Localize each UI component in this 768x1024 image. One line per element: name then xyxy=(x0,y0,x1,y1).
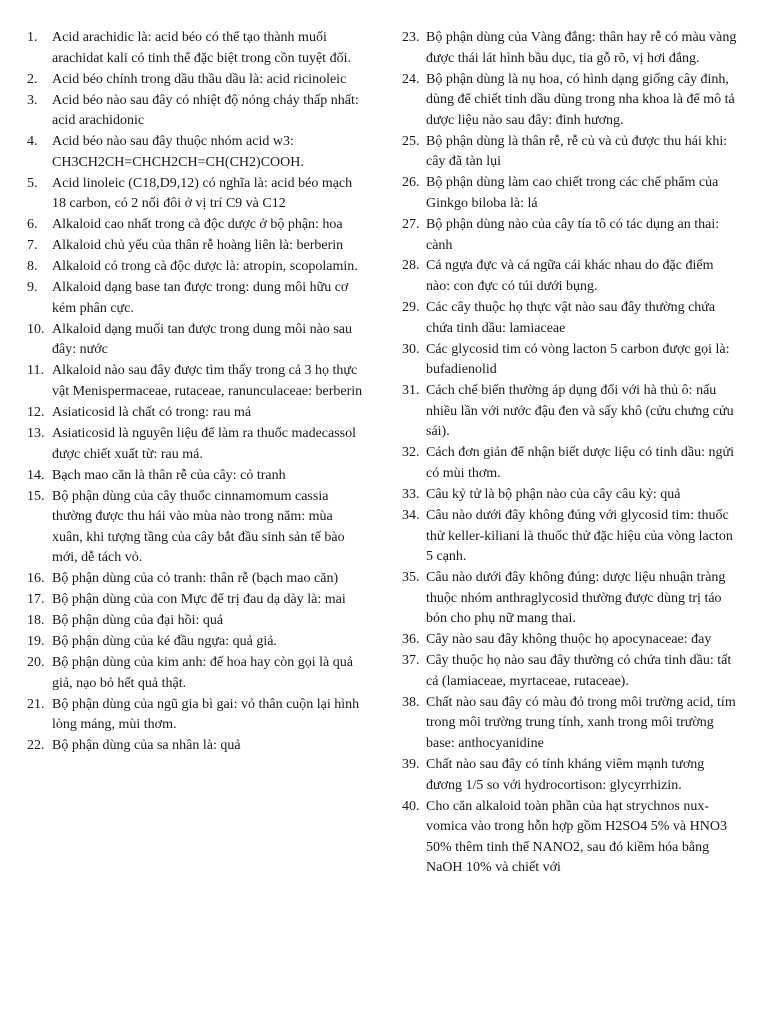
item-text: Bộ phận dùng của con Mực để trị đau dạ dày là: mai xyxy=(52,592,346,608)
item-number: 29. xyxy=(402,300,420,316)
item-number: 27. xyxy=(402,216,420,232)
list-item xyxy=(27,487,365,569)
item-number: 3. xyxy=(27,92,38,108)
item-text: Asiaticosid là nguyên liệu để làm ra thuốc madecassol được chiết xuất từ: rau má. xyxy=(52,425,357,462)
list-item xyxy=(27,215,365,236)
item-text: Bộ phận dùng là nụ hoa, có hình dạng giống cây đinh, dùng để chiết tinh dầu dùng trong nha khoa là để mô tả dược liệu nào sau đây: đinh hương. xyxy=(426,71,735,128)
list-item xyxy=(27,132,365,173)
item-number: 32. xyxy=(402,445,420,461)
item-text: Cá ngựa đực và cá ngữa cái khác nhau do đặc điểm nào: con đực có túi dưới bụng. xyxy=(426,258,714,295)
list-item xyxy=(27,569,365,590)
item-text: Bộ phận dùng của kim anh: đế hoa hay còn gọi là quả giả, nạo bỏ hết quả thật. xyxy=(52,655,353,691)
item-text: Acid linoleic (C18,D9,12) có nghĩa là: acid béo mạch 18 carbon, có 2 nối đôi ở vị trí C9 và C12 xyxy=(52,175,353,212)
list-item xyxy=(402,568,740,630)
list-item xyxy=(27,424,365,465)
item-number: 11. xyxy=(27,363,44,379)
left-column xyxy=(27,28,365,757)
item-number: 18. xyxy=(27,613,45,629)
item-number: 12. xyxy=(27,404,45,420)
item-text: Bộ phận dùng nào của cây tía tô có tác dụng an thai: cành xyxy=(426,216,720,253)
item-text: Bạch mao căn là thân rễ của cây: cỏ tranh xyxy=(52,467,286,483)
item-number: 15. xyxy=(27,488,45,504)
list-item xyxy=(402,28,740,69)
item-text: Chất nào sau đây có màu đỏ trong môi trường acid, tím trong môi trường trung tính, xanh trong môi trường base: anthocyanidine xyxy=(426,694,736,752)
list-item xyxy=(402,256,740,297)
item-number: 39. xyxy=(402,757,420,773)
item-number: 16. xyxy=(27,571,45,587)
item-text: Cây nào sau đây không thuộc họ apocynaceae: đay xyxy=(426,632,712,648)
item-text: Chất nào sau đây có tính kháng viêm mạnh tương đương 1/5 so với hydrocortison: glycyrrhizin. xyxy=(426,757,705,793)
list-item xyxy=(27,590,365,611)
list-item xyxy=(27,174,365,215)
item-text: Câu nào dưới đây không đúng: dược liệu nhuận tràng thuộc nhóm anthraglycosid thường được dùng trị táo bón cho phụ nữ mang thai. xyxy=(426,570,726,627)
list-item xyxy=(27,632,365,653)
item-number: 24. xyxy=(402,71,420,87)
numbered-list-left xyxy=(27,28,365,757)
list-item xyxy=(402,630,740,651)
item-text: Alkaloid chủ yếu của thân rễ hoàng liên là: berberin xyxy=(52,238,344,254)
item-number: 35. xyxy=(402,570,420,586)
item-number: 17. xyxy=(27,592,45,608)
list-item xyxy=(402,693,740,755)
list-item xyxy=(27,466,365,487)
item-text: Bộ phận dùng của ké đầu ngựa: quả giả. xyxy=(52,634,277,650)
item-text: Bộ phận dùng của ngũ gia bì gai: vỏ thân cuộn lại hình lòng máng, mùi thơm. xyxy=(52,696,360,733)
item-number: 28. xyxy=(402,258,420,274)
item-number: 36. xyxy=(402,632,420,648)
list-item xyxy=(27,70,365,91)
list-item xyxy=(27,28,365,69)
list-item xyxy=(27,695,365,736)
list-item xyxy=(27,403,365,424)
item-number: 33. xyxy=(402,486,420,502)
list-item xyxy=(402,340,740,381)
item-text: Bộ phận dùng là thân rễ, rễ củ và củ được thu hái khi: cây đã tàn lụi xyxy=(426,133,728,170)
item-text: Các cây thuộc họ thực vật nào sau đây thường chứa chứa tinh dầu: lamiaceae xyxy=(426,300,716,336)
item-number: 1. xyxy=(27,30,38,45)
item-number: 21. xyxy=(27,696,45,712)
numbered-list-right xyxy=(402,28,740,879)
list-item xyxy=(402,797,740,879)
item-number: 23. xyxy=(402,30,420,45)
list-item xyxy=(402,132,740,173)
item-text: Câu kỷ tử là bộ phận nào của cây câu kỷ: quả xyxy=(426,486,681,502)
list-item xyxy=(402,443,740,484)
list-item xyxy=(402,215,740,256)
list-item xyxy=(402,381,740,443)
item-text: Cách chế biến thường áp dụng đối với hà thủ ô: nấu nhiều lần với nước đậu đen và sấy khô (cửu chưng cửu sái). xyxy=(426,383,734,440)
item-number: 7. xyxy=(27,238,38,254)
item-text: Bộ phận dùng làm cao chiết trong các chế phẩm của Ginkgo biloba là: lá xyxy=(426,175,719,211)
item-number: 34. xyxy=(402,507,420,523)
item-text: Bộ phận dùng của Vàng đắng: thân hay rễ có màu vàng được thái lát hình bầu dục, tia gỗ rõ, vị hơi đắng. xyxy=(426,30,737,66)
item-text: Alkaloid cao nhất trong cà độc dược ở bộ phận: hoa xyxy=(52,217,343,233)
item-text: Acid béo nào sau đây có nhiệt độ nóng chảy thấp nhất: acid arachidonic xyxy=(52,92,359,129)
list-item xyxy=(27,91,365,132)
item-text: Alkaloid có trong cà độc dược là: atropin, scopolamin. xyxy=(52,259,358,275)
item-number: 5. xyxy=(27,175,38,191)
item-number: 26. xyxy=(402,175,420,191)
list-item xyxy=(27,736,365,757)
item-text: Bộ phận dùng của cây thuốc cinnamomum cassia thường được thu hái vào mùa nào trong năm: mùa xuân, khi tượng tầng của cây bắt đầu sinh sản tế bào mới, dễ tách vỏ. xyxy=(52,488,345,566)
item-text: Bộ phận dùng của cỏ tranh: thân rễ (bạch mao căn) xyxy=(52,571,339,587)
list-item xyxy=(27,361,365,402)
list-item xyxy=(402,173,740,214)
item-number: 37. xyxy=(402,653,420,669)
item-number: 30. xyxy=(402,341,420,357)
item-text: Acid arachidic là: acid béo có thể tạo thành muối arachidat kali có tinh thể đặc biệt trong cồn tuyệt đối. xyxy=(52,30,351,66)
list-item xyxy=(402,298,740,339)
item-number: 13. xyxy=(27,425,45,441)
list-item xyxy=(27,611,365,632)
item-number: 31. xyxy=(402,383,420,399)
item-number: 6. xyxy=(27,217,38,233)
list-item xyxy=(402,651,740,692)
item-number: 4. xyxy=(27,134,38,150)
item-number: 25. xyxy=(402,133,420,149)
item-text: Alkaloid dạng base tan được trong: dung môi hữu cơ kém phân cực. xyxy=(52,280,349,316)
item-text: Các glycosid tim có vòng lacton 5 carbon được gọi là: bufadienolid xyxy=(426,341,730,378)
item-number: 38. xyxy=(402,694,420,710)
item-number: 40. xyxy=(402,798,420,814)
item-number: 8. xyxy=(27,259,38,275)
right-column xyxy=(402,28,740,879)
item-text: Asiaticosid là chất có trong: rau má xyxy=(52,404,252,420)
item-text: Cách đơn giản để nhận biết dược liệu có tinh dầu: ngửi có mùi thơm. xyxy=(426,445,734,481)
item-text: Bộ phận dùng của sa nhân là: quả xyxy=(52,738,241,754)
list-item xyxy=(27,236,365,257)
item-number: 19. xyxy=(27,634,45,650)
item-number: 22. xyxy=(27,738,45,754)
list-item xyxy=(402,70,740,132)
item-text: Cho căn alkaloid toàn phần của hạt strychnos nux-vomica vào trong hỗn hợp gồm H2SO4 5% và HNO3 50% thêm tinh thể NANO2, sau đó kiềm hóa bằng NaOH 10% và chiết với xyxy=(426,798,727,876)
list-item xyxy=(402,485,740,506)
item-number: 9. xyxy=(27,280,38,296)
item-number: 2. xyxy=(27,71,38,87)
list-item xyxy=(402,506,740,568)
list-item xyxy=(27,320,365,361)
item-number: 10. xyxy=(27,321,45,337)
item-text: Alkaloid dạng muối tan được trong dung môi nào sau đây: nước xyxy=(52,321,353,358)
item-text: Acid béo nào sau đây thuộc nhóm acid w3: CH3CH2CH=CHCH2CH=CH(CH2)COOH. xyxy=(52,134,304,170)
list-item xyxy=(27,653,365,694)
item-text: Câu nào dưới đây không đúng với glycosid tim: thuốc thử keller-kiliani là thuốc thử đặc hiệu của vòng lacton 5 cạnh. xyxy=(426,507,733,565)
item-text: Acid béo chính trong dầu thầu dầu là: acid ricinoleic xyxy=(52,71,347,87)
item-number: 20. xyxy=(27,655,45,671)
list-item xyxy=(27,278,365,319)
item-text: Bộ phận dùng của đại hồi: quả xyxy=(52,613,224,629)
item-text: Alkaloid nào sau đây được tìm thấy trong cả 3 họ thực vật Menispermaceae, rutaceae, ranunculaceae: berberin xyxy=(52,363,363,399)
list-item xyxy=(27,257,365,278)
list-item xyxy=(402,755,740,796)
item-number: 14. xyxy=(27,467,45,483)
item-text: Cây thuộc họ nào sau đây thường có chứa tinh dầu: tất cả (lamiaceae, myrtaceae, rutaceae). xyxy=(426,653,732,689)
